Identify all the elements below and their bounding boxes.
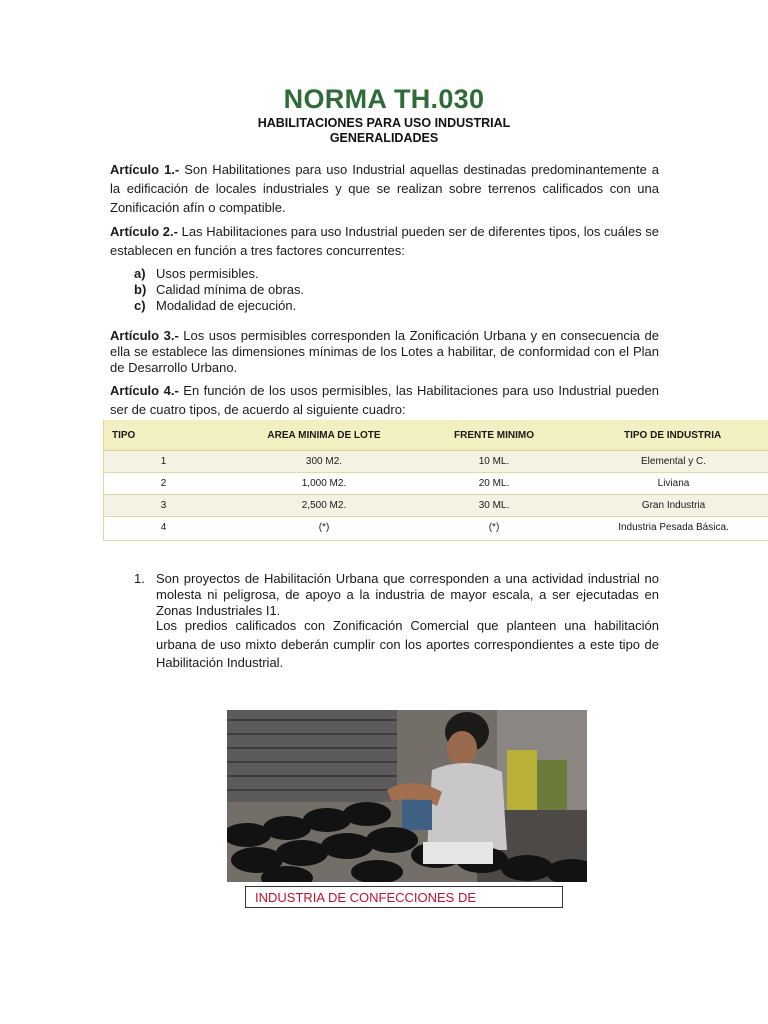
table-header-frente: FRENTE MINIMO [424,420,564,451]
list-marker: c) [134,298,146,313]
articulo-4 [110,381,659,419]
articulo-3-text: Los usos permisibles corresponden la Zonificación Urbana y en consecuencia de ella se establece las dimensiones mínimas de los Lotes a habilitar, de conformidad con el Plan de Desarrollo Urbano. [110,328,659,375]
table-cell: 2,500 M2. [224,495,424,517]
table-row [103,451,768,473]
photo-illustration [227,710,587,882]
list-number: 1. [134,571,145,586]
table-row [103,495,768,517]
list-item [134,298,304,314]
list-item [134,282,304,298]
photo-caption: INDUSTRIA DE CONFECCIONES DE [255,890,477,905]
articulo-1 [110,160,659,217]
table-row [103,517,768,539]
section-heading: GENERALIDADES [329,131,439,145]
table-header-tipo: TIPO [103,420,224,451]
list-text: Usos permisibles. [156,266,259,281]
nota-1-text: Son proyectos de Habilitación Urbana que corresponden a una actividad industrial no molesta ni peligrosa, de apoyo a la industria de mayor escala, a ser ejecutadas en Zonas Industriales I1. [156,571,659,618]
table-cell: 20 ML. [424,473,564,495]
articulo-2 [110,222,659,260]
articulo-3-label: Artículo 3.- [110,328,179,343]
articulo-1-label: Artículo 1.- [110,162,180,177]
table-header-row [103,420,768,451]
articulo-4-text: En función de los usos permisibles, las Habilitaciones para uso Industrial pueden ser de cuatro tipos, de acuerdo al siguiente cuadro: [110,383,659,417]
photo-caption-box [245,886,563,908]
list-item [134,266,304,282]
articulo-3 [110,328,659,376]
table-cell: 2 [103,473,224,495]
factores-list [134,266,304,314]
table-cell: (*) [424,517,564,539]
articulo-2-label: Artículo 2.- [110,224,178,239]
factory-worker-photo [227,710,587,882]
table-cell: 4 [103,517,224,539]
table-header-industria: TIPO DE INDUSTRIA [564,420,768,451]
table-cell: 3 [103,495,224,517]
list-marker: a) [134,266,146,281]
table-cell: Industria Pesada Básica. [564,517,768,539]
table-cell: 1 [103,451,224,473]
table-cell: 10 ML. [424,451,564,473]
table-cell: 300 M2. [224,451,424,473]
list-text: Calidad mínima de obras. [156,282,305,297]
table-cell: Gran Industria [564,495,768,517]
table-row [103,473,768,495]
table-cell: Liviana [564,473,768,495]
articulo-4-label: Artículo 4.- [110,383,179,398]
industry-types-table [103,420,768,538]
table-cell: (*) [224,517,424,539]
list-marker: b) [134,282,147,297]
table-cell: 30 ML. [424,495,564,517]
nota-1 [134,571,659,619]
list-text: Modalidad de ejecución. [156,298,297,313]
table-cell: Elemental y C. [564,451,768,473]
table-header-area: AREA MINIMA DE LOTE [224,420,424,451]
nota-1-continuation: Los predios calificados con Zonificación Comercial que planteen una habilitación urbana de uso mixto deberán cumplir con los aportes correspondientes a este tipo de Habilitación Industrial. [156,618,659,670]
document-title: NORMA TH.030 [283,84,485,114]
table-cell: 1,000 M2. [224,473,424,495]
articulo-2-text: Las Habilitaciones para uso Industrial pueden ser de diferentes tipos, los cuáles se establecen en función a tres factores concurrentes: [110,224,659,258]
document-subtitle: HABILITACIONES PARA USO INDUSTRIAL [257,116,511,130]
articulo-1-text: Son Habilitationes para uso Industrial aquellas destinadas predominantemente a la edificación de locales industriales y que se realizan sobre terrenos calificados con una Zonificación afín o compatible. [110,162,659,215]
